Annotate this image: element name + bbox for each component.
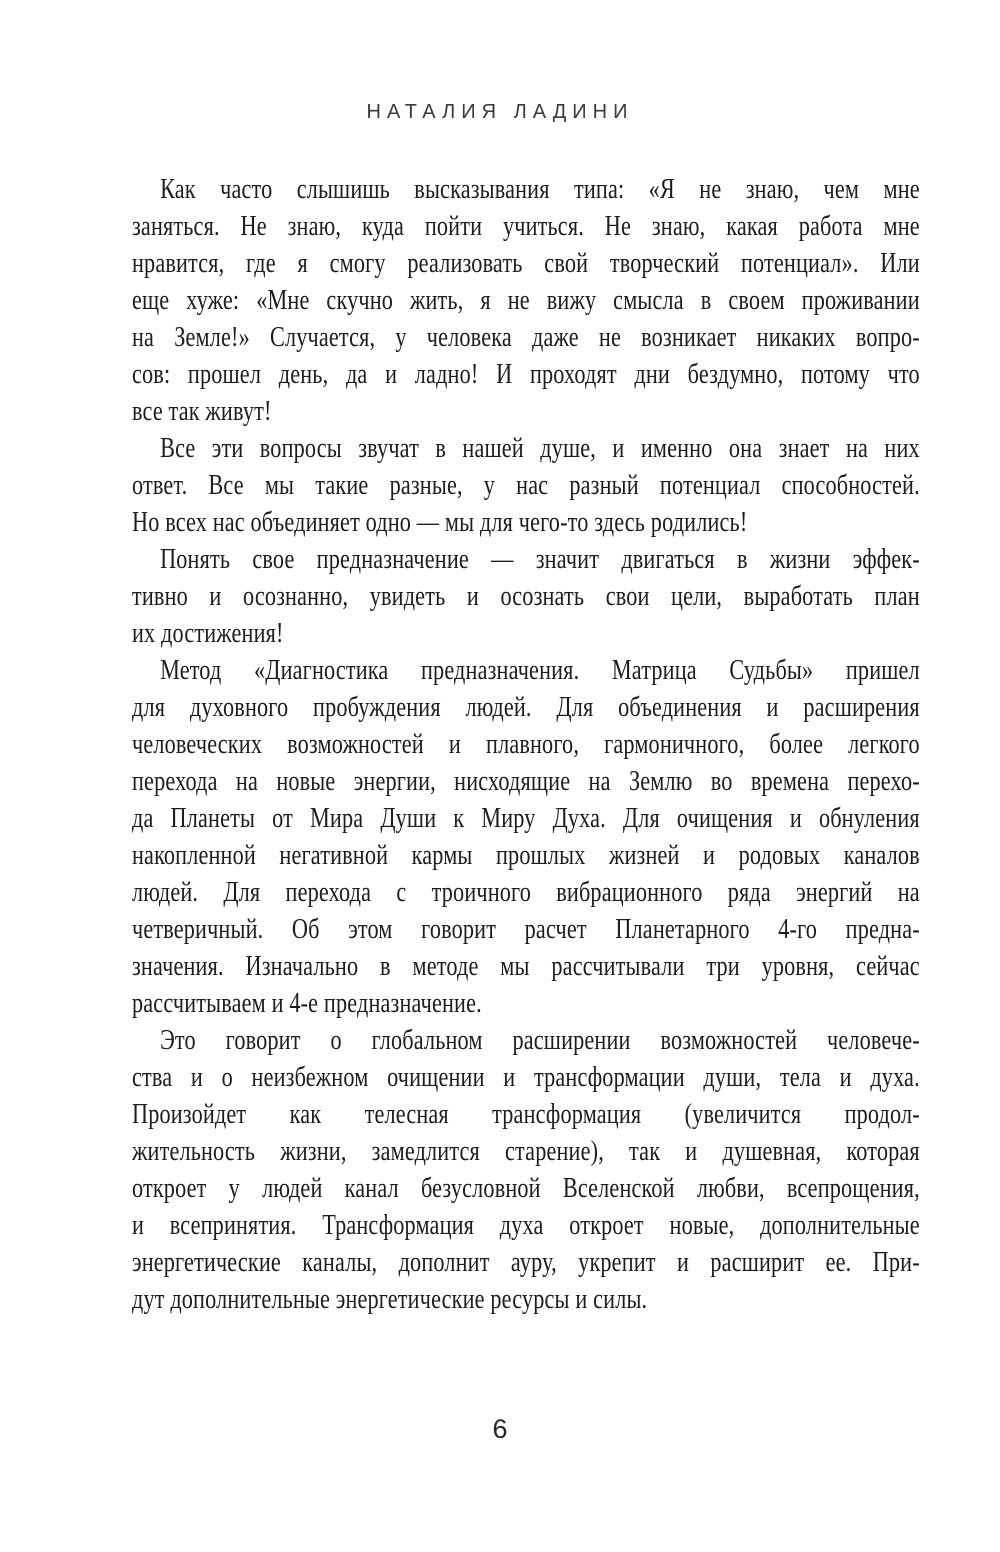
paragraph [132,652,920,1022]
text-line: рассчитываем и 4-е предназначение. [132,988,482,1019]
text-line: на Земле!» Случается, у человека даже не возникает никаких вопро- [132,322,920,353]
text-line: четверичный. Об этом говорит расчет Планетарного 4-го предна- [132,914,920,945]
text-line: человеческих возможностей и плавного, гармоничного, более легкого [132,729,920,760]
text-line: Произойдет как телесная трансформация (увеличится продол- [132,1099,920,1130]
text-line: заняться. Не знаю, куда пойти учиться. Не знаю, какая работа мне [132,211,920,242]
text-line: и всепринятия. Трансформация духа откроет новые, дополнительные [132,1210,920,1241]
text-line: еще хуже: «Мне скучно жить, я не вижу смысла в своем проживании [132,285,920,316]
text-line: дут дополнительные энергетические ресурсы и силы. [132,1284,648,1315]
text-line: Все эти вопросы звучат в нашей душе, и именно она знает на них [160,433,920,464]
text-line: откроет у людей канал безусловной Вселенской любви, всепрощения, [132,1173,920,1204]
text-line: Метод «Диагностика предназначения. Матрица Судьбы» пришел [160,655,920,686]
paragraph [132,541,920,652]
text-line: ответ. Все мы такие разные, у нас разный потенциал способностей. [132,470,920,501]
text-line: Но всех нас объединяет одно — мы для чего-то здесь родились! [132,507,748,538]
text-line: людей. Для перехода с троичного вибрационного ряда энергий на [132,877,920,908]
text-line: да Планеты от Мира Души к Миру Духа. Для очищения и обнуления [132,803,920,834]
paragraph [132,1022,920,1318]
text-line: энергетические каналы, дополнит ауру, укрепит и расширит ее. При- [132,1247,920,1278]
text-line: сов: прошел день, да и ладно! И проходят дни бездумно, потому что [132,359,920,390]
paragraph [132,430,920,541]
text-line: нравится, где я смогу реализовать свой творческий потенциал». Или [132,248,920,279]
text-line: их достижения! [132,618,284,649]
body-text [132,171,920,1318]
text-line: для духовного пробуждения людей. Для объединения и расширения [132,692,920,723]
text-line: значения. Изначально в методе мы рассчитывали три уровня, сейчас [132,951,920,982]
text-line: Понять свое предназначение — значит двигаться в жизни эффек- [160,544,920,575]
running-head [0,101,1000,124]
text-line: ства и о неизбежном очищении и трансформации души, тела и духа. [132,1062,920,1093]
text-line: Это говорит о глобальном расширении возможностей человече- [160,1025,920,1056]
text-line: перехода на новые энергии, нисходящие на Землю во времена перехо- [132,766,920,797]
text-line: все так живут! [132,396,272,427]
paragraph [132,171,920,430]
page-number: 6 [492,1414,508,1444]
text-line: жительность жизни, замедлится старение), так и душевная, которая [132,1136,920,1167]
text-line: Как часто слышишь высказывания типа: «Я не знаю, чем мне [160,174,920,205]
text-line: накопленной негативной кармы прошлых жизней и родовых каналов [132,840,920,871]
author-name: НАТАЛИЯ ЛАДИНИ [366,101,634,123]
text-line: тивно и осознанно, увидеть и осознать свои цели, выработать план [132,581,920,612]
